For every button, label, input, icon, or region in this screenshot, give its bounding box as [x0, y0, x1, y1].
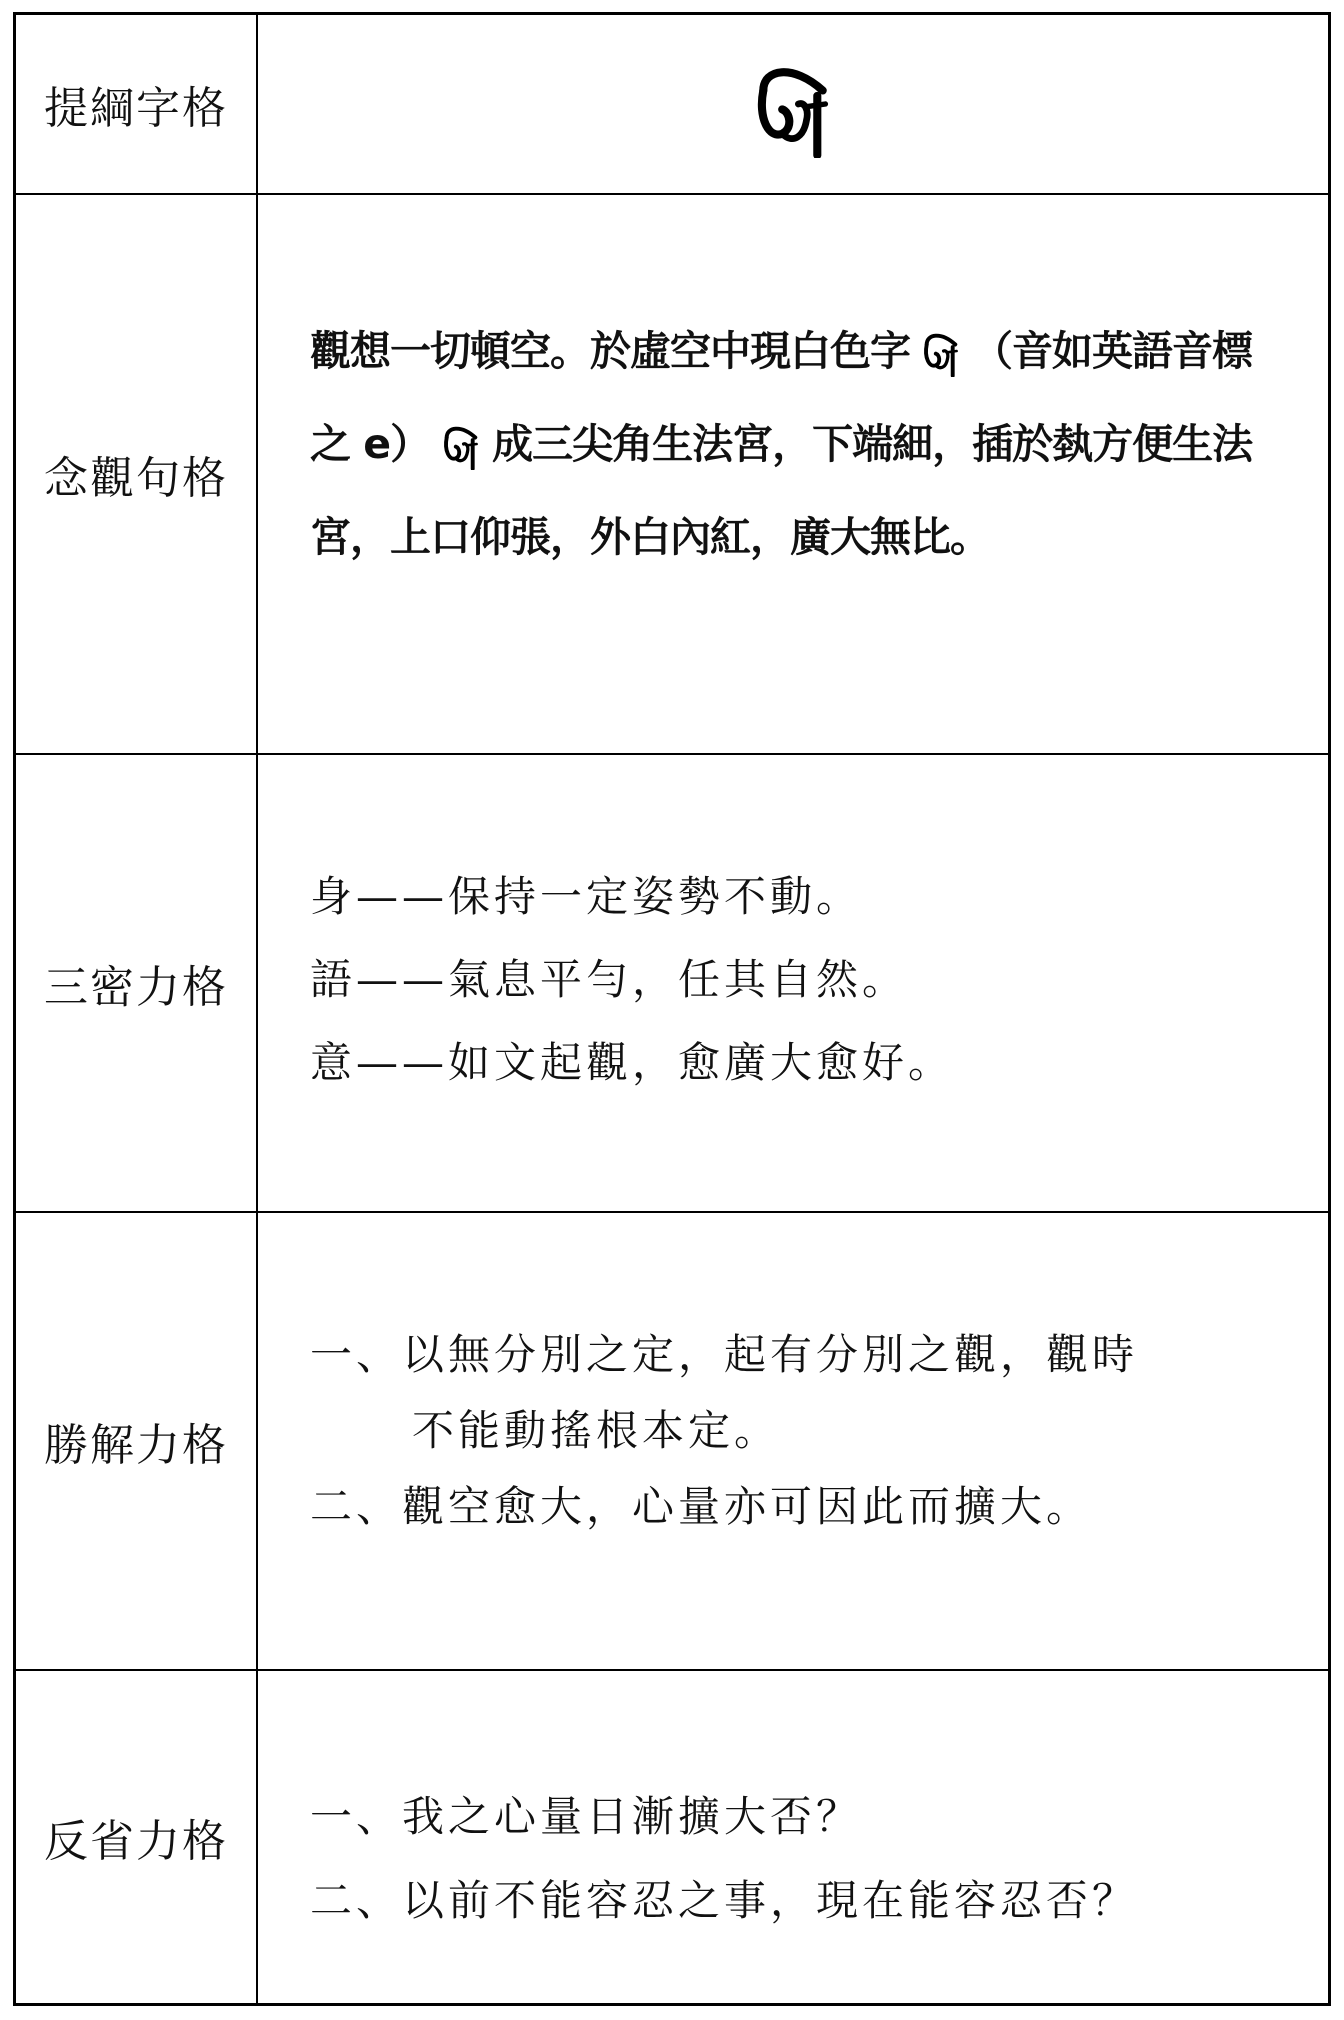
- visualization-text-3: 成三尖角生法宮，下端細，插於埶方便生法宮，上口仰張，外白內紅，廣大無比。: [310, 420, 1253, 561]
- row-label-reflection: 反省力格: [16, 1671, 258, 2003]
- row-label-three-secrets: 三密力格: [16, 755, 258, 1213]
- text-line: 一、以無分別之定，起有分別之觀，觀時: [310, 1330, 1139, 1379]
- row-content-reflection: [258, 1671, 1328, 2003]
- text-line: 二、觀空愈大，心量亦可因此而擴大。: [310, 1482, 1093, 1531]
- three-secrets-lines: [310, 855, 1268, 1104]
- row-label-outline: 提綱字格: [16, 15, 258, 195]
- text-line: 二、以前不能容忍之事，現在能容忍否？: [310, 1876, 1139, 1925]
- row-label-visualization: 念觀句格: [16, 195, 258, 755]
- resolve-lines: [310, 1317, 1268, 1545]
- tibetan-letter-e-icon: [434, 418, 488, 470]
- visualization-text-1: 觀想一切頓空。於虛空中現白色字: [310, 327, 910, 375]
- tibetan-letter-e-icon: [752, 50, 834, 158]
- row-content-resolve: [258, 1213, 1328, 1671]
- text-line: 語——氣息平勻，任其自然。: [310, 955, 909, 1004]
- row-label-resolve: 勝解力格: [16, 1213, 258, 1671]
- visualization-text-2: （音如英語音標之 e）: [310, 327, 1252, 468]
- row-content-visualization: [258, 195, 1328, 755]
- reflection-lines: [310, 1775, 1268, 1943]
- text-line: 一、我之心量日漸擴大否？: [310, 1792, 863, 1841]
- text-line: 意——如文起觀，愈廣大愈好。: [310, 1038, 955, 1087]
- text-line: 不能動搖根本定。: [412, 1406, 781, 1455]
- practice-table: [13, 12, 1331, 2006]
- row-content-outline: [258, 15, 1328, 195]
- tibetan-letter-e-icon: [914, 325, 968, 377]
- visualization-paragraph: [310, 305, 1268, 584]
- text-line: 身——保持一定姿勢不動。: [310, 872, 863, 921]
- row-content-three-secrets: [258, 755, 1328, 1213]
